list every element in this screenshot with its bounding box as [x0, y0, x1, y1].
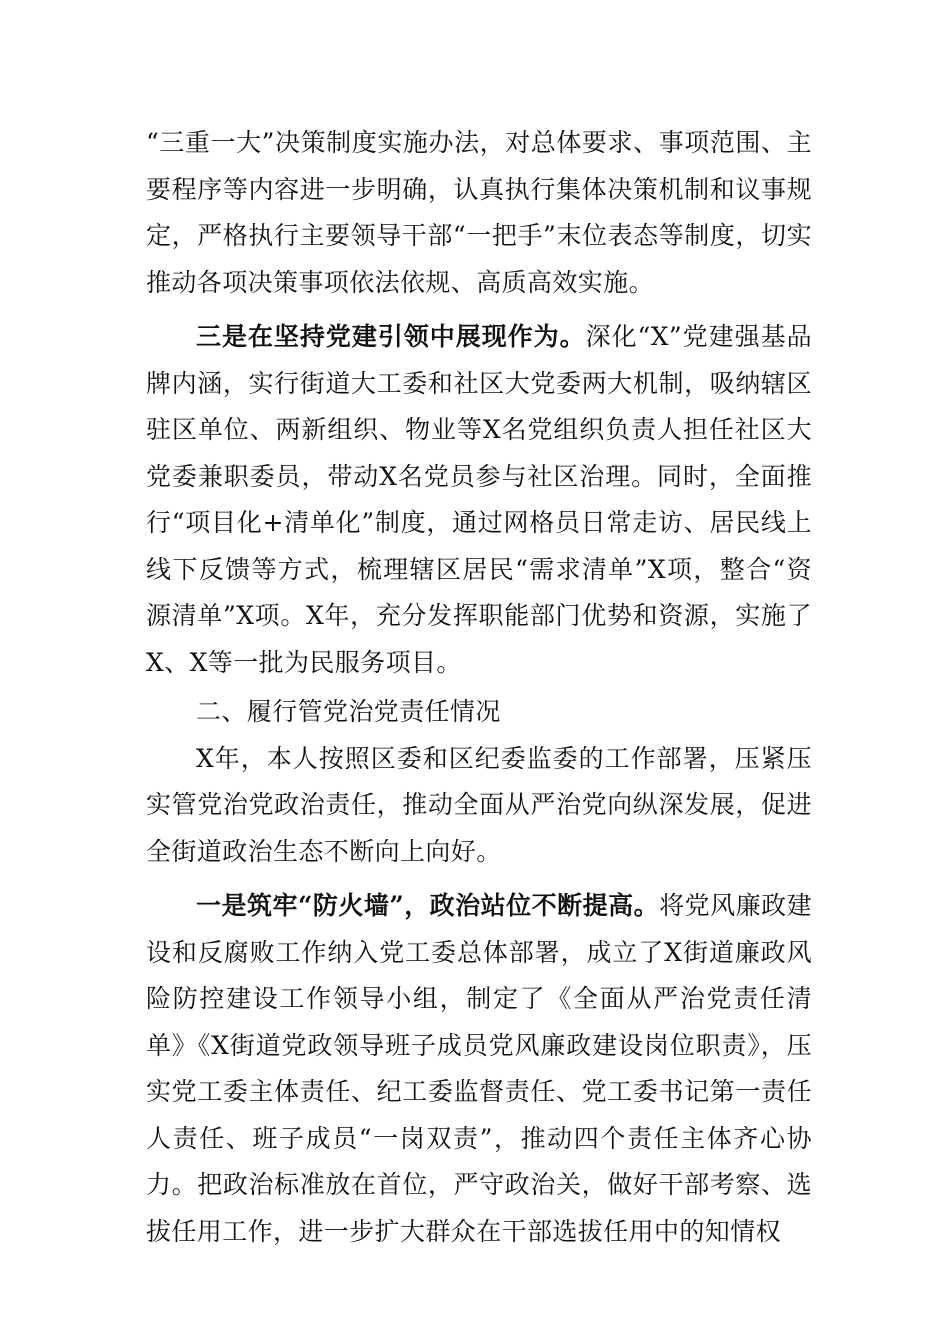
section-heading — [146, 689, 812, 736]
paragraph-responsibility-intro — [146, 736, 812, 876]
paragraph-party-building — [146, 314, 812, 686]
paragraph-lead-bold: 一是筑牢“防火墙”，政治站位不断提高。 — [196, 891, 660, 920]
paragraph-text: “三重一大”决策制度实施办法，对总体要求、事项范围、主要程序等内容进一步明确，认真执行集体决策机制和议事规定，严格执行主要领导干部“一把手”末位表态等制度，切实推动各项决策事项依法依规、高质高效实施。 — [146, 128, 812, 297]
document-page — [146, 120, 812, 1255]
paragraph-decision-system — [146, 120, 812, 306]
paragraph-lead-bold: 三是在坚持党建引领中展现作为。 — [196, 322, 586, 351]
paragraph-firewall — [146, 883, 812, 1255]
paragraph-text: 深化“X”党建强基品牌内涵，实行街道大工委和社区大党委两大机制，吸纳辖区驻区单位、两新组织、物业等X名党组织负责人担任社区大党委兼职委员，带动X名党员参与社区治理。同时，全面推行“项目化+清单化”制度，通过网格员日常走访、居民线上线下反馈等方式，梳理辖区居民“需求清单”X项，整合“资源清单”X项。X年，充分发挥职能部门优势和资源，实施了X、X等一批为民服务项目。 — [146, 322, 812, 677]
section-heading-text: 二、履行管党治党责任情况 — [196, 697, 501, 726]
paragraph-text: 将党风廉政建设和反腐败工作纳入党工委总体部署，成立了X街道廉政风险防控建设工作领导小组，制定了《全面从严治党责任清单》《X街道党政领导班子成员党风廉政建设岗位职责》，压实党工委主体责任、纪工委监督责任、党工委书记第一责任人责任、班子成员“一岗双责”，推动四个责任主体齐心协力。把政治标准放在首位，严守政治关，做好干部考察、选拔任用工作，进一步扩大群众在干部选拔任用中的知情权 — [146, 891, 812, 1246]
paragraph-text: X年，本人按照区委和区纪委监委的工作部署，压紧压实管党治党政治责任，推动全面从严治党向纵深发展，促进全街道政治生态不断向上向好。 — [146, 743, 812, 866]
